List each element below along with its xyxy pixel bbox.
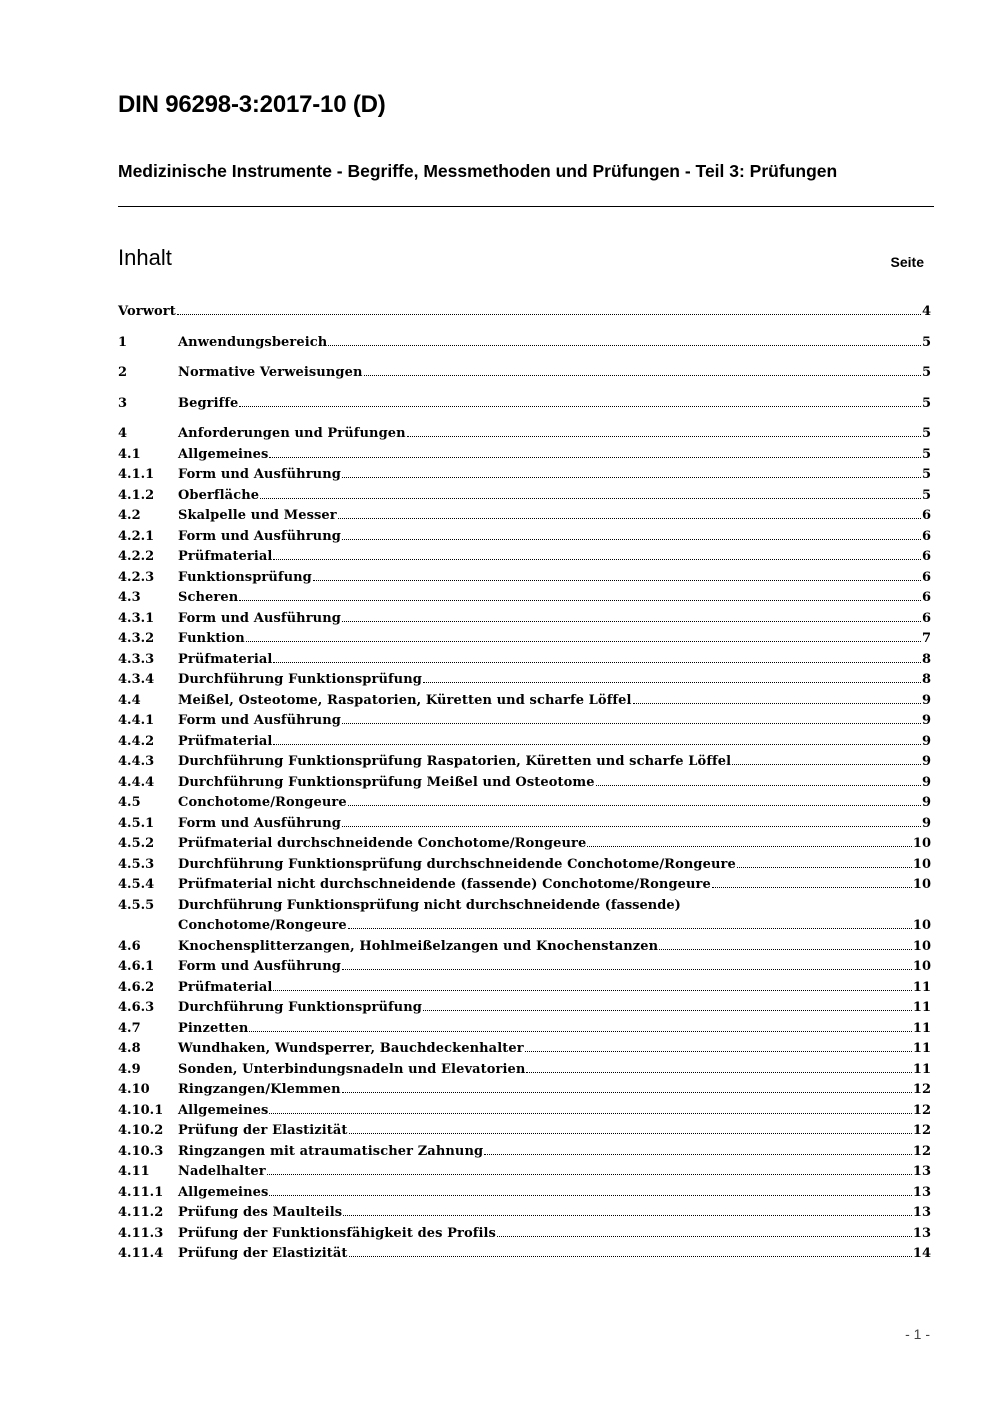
toc-entry-page: 11	[912, 1020, 931, 1036]
toc-entry-number: 4.5.2	[118, 836, 155, 851]
toc-entry[interactable]	[118, 547, 931, 568]
toc-entry-number: 4.2	[118, 508, 141, 523]
toc-entry-title: Anwendungsbereich	[178, 334, 328, 350]
toc-dot-leader	[737, 856, 912, 868]
toc-entry-number: 4.6.3	[118, 1000, 155, 1015]
toc-entry-title: Funktion	[178, 631, 245, 646]
toc-entry-number: 4.5.4	[118, 877, 155, 892]
toc-dot-leader	[313, 569, 921, 581]
toc-entry-number: 4.3.2	[118, 631, 155, 646]
toc-entry[interactable]	[118, 1203, 931, 1224]
toc-dot-leader	[267, 1163, 912, 1175]
toc-entry[interactable]	[118, 527, 931, 548]
toc-entry-page: 6	[921, 508, 931, 523]
toc-dot-leader	[273, 548, 920, 560]
toc-entry-title: Durchführung Funktionsprüfung	[178, 1000, 422, 1015]
toc-heading: Inhalt	[118, 245, 172, 270]
toc-entry-page: 11	[912, 1000, 931, 1015]
toc-entry-number: 4.4	[118, 692, 141, 708]
toc-dot-leader	[484, 1143, 912, 1155]
toc-entry-page: 5	[921, 467, 931, 482]
toc-entry-page: 9	[921, 733, 931, 749]
toc-entry-number: 4.6.1	[118, 959, 155, 974]
toc-entry-page: 12	[912, 1102, 931, 1118]
toc-entry[interactable]	[118, 670, 931, 691]
toc-entry-page: 13	[912, 1225, 931, 1241]
toc-entry-number: 4.11.3	[118, 1225, 164, 1241]
toc-entry-number: 1	[118, 334, 128, 350]
toc-entry-title: Pinzetten	[178, 1020, 249, 1036]
toc-entry-page: 13	[912, 1184, 931, 1200]
toc-entry-number: 4.11.1	[118, 1184, 164, 1200]
page-number: - 1 -	[905, 1326, 930, 1342]
toc-entry-title: Form und Ausführung	[178, 815, 341, 831]
toc-entry-number: 3	[118, 395, 128, 411]
toc-entry[interactable]	[118, 875, 931, 896]
toc-entry-title: Vorwort	[118, 304, 176, 319]
toc-entry-number: 4.11.2	[118, 1205, 164, 1220]
toc-entry-number: 4.3.4	[118, 672, 155, 687]
toc-entry-title: Ringzangen/Klemmen	[178, 1082, 341, 1097]
toc-entry-page: 6	[921, 549, 931, 564]
toc-entry-title: Allgemeines	[178, 446, 269, 462]
toc-entry-title: Meißel, Osteotome, Raspatorien, Küretten und scharfe Löffel	[178, 692, 632, 708]
toc-entry-number: 4	[118, 426, 128, 441]
toc-entry[interactable]	[118, 1162, 931, 1183]
toc-entry-page: 9	[921, 754, 931, 769]
toc-dot-leader	[342, 1081, 912, 1093]
toc-entry-page: 12	[912, 1123, 931, 1138]
toc-entry[interactable]	[118, 465, 931, 486]
toc-entry-title: Normative Verweisungen	[178, 365, 363, 380]
toc-dot-leader	[423, 999, 912, 1011]
toc-entry-number: 4.10	[118, 1082, 150, 1097]
toc-dot-leader	[342, 958, 912, 970]
toc-entry-page: 13	[912, 1164, 931, 1179]
toc-dot-leader	[525, 1040, 912, 1052]
toc-entry-title: Prüfmaterial	[178, 549, 273, 564]
toc-entry-title: Scheren	[178, 590, 239, 605]
toc-dot-leader	[633, 692, 921, 704]
toc-dot-leader	[260, 487, 921, 499]
toc-dot-leader	[269, 1102, 911, 1114]
toc-dot-leader	[732, 753, 921, 765]
toc-entry-title: Funktionsprüfung	[178, 569, 312, 585]
toc-dot-leader	[497, 1225, 912, 1237]
table-of-contents	[118, 302, 931, 1265]
toc-entry-number: 4.9	[118, 1061, 141, 1077]
toc-entry[interactable]	[118, 1060, 931, 1081]
toc-entry-number: 4.4.4	[118, 774, 155, 790]
toc-entry[interactable]	[118, 1142, 931, 1163]
toc-dot-leader	[342, 466, 921, 478]
toc-entry-page: 10	[912, 877, 931, 892]
toc-entry-title: Prüfung der Elastizität	[178, 1246, 348, 1261]
toc-entry-title: Prüfung der Elastizität	[178, 1123, 348, 1138]
toc-dot-leader	[249, 1020, 911, 1032]
toc-dot-leader	[659, 938, 912, 950]
document-title: Medizinische Instrumente - Begriffe, Messmethoden und Prüfungen - Teil 3: Prüfungen	[118, 161, 838, 181]
toc-entry[interactable]	[118, 773, 931, 794]
toc-dot-leader	[246, 630, 921, 642]
toc-entry[interactable]	[118, 302, 931, 323]
toc-entry-title: Allgemeines	[178, 1184, 269, 1200]
toc-entry-page: 8	[921, 672, 931, 687]
toc-entry-page: 7	[921, 631, 931, 646]
toc-entry-number: 4.1.1	[118, 467, 155, 482]
toc-entry-page: 5	[921, 365, 931, 380]
toc-entry[interactable]	[118, 486, 931, 507]
toc-dot-leader	[342, 528, 921, 540]
toc-entry-number: 4.4.1	[118, 713, 155, 728]
toc-entry-number: 4.11.4	[118, 1246, 164, 1261]
toc-entry-number: 4.7	[118, 1020, 141, 1036]
toc-entry-page: 10	[912, 836, 931, 851]
toc-entry-number: 4.3.3	[118, 651, 155, 667]
toc-entry[interactable]	[118, 998, 931, 1019]
toc-entry[interactable]	[118, 1039, 931, 1060]
toc-dot-leader	[269, 1184, 911, 1196]
toc-dot-leader	[269, 446, 921, 458]
toc-entry-number: 4.2.2	[118, 549, 155, 564]
toc-entry-title: Prüfmaterial	[178, 651, 273, 667]
toc-entry-title: Skalpelle und Messer	[178, 508, 337, 523]
toc-entry-title: Prüfung der Funktionsfähigkeit des Profils	[178, 1225, 496, 1241]
toc-entry-number: 4.5.5	[118, 897, 155, 913]
toc-entry[interactable]	[118, 855, 931, 876]
toc-dot-leader	[423, 671, 921, 683]
toc-entry-page: 5	[921, 395, 931, 411]
toc-entry-title: Oberfläche	[178, 487, 260, 503]
toc-entry[interactable]	[118, 1121, 931, 1142]
toc-entry[interactable]	[118, 732, 931, 753]
toc-entry-title: Form und Ausführung	[178, 467, 341, 482]
toc-entry[interactable]	[118, 1244, 931, 1265]
toc-dot-leader	[273, 733, 920, 745]
toc-entry[interactable]	[118, 691, 931, 712]
toc-dot-leader	[349, 1122, 912, 1134]
toc-entry-page: 8	[921, 651, 931, 667]
toc-entry-number: 4.3	[118, 590, 141, 605]
toc-entry[interactable]	[118, 1080, 931, 1101]
toc-entry[interactable]	[118, 568, 931, 589]
toc-dot-leader	[273, 979, 911, 991]
toc-dot-leader	[342, 815, 921, 827]
toc-entry-number: 4.1.2	[118, 487, 155, 503]
toc-entry[interactable]	[118, 814, 931, 835]
toc-entry-page: 10	[912, 856, 931, 872]
toc-entry-title: Conchotome/Rongeure	[178, 795, 347, 810]
toc-dot-leader	[349, 1245, 912, 1257]
toc-entry[interactable]	[118, 957, 931, 978]
toc-page-label: Seite	[890, 254, 924, 270]
toc-entry-page: 10	[912, 938, 931, 954]
toc-dot-leader	[338, 507, 921, 519]
toc-entry-page: 6	[921, 528, 931, 544]
toc-entry-title: Durchführung Funktionsprüfung nicht durchschneidende (fassende)	[178, 897, 681, 913]
toc-entry-title: Form und Ausführung	[178, 528, 341, 544]
toc-entry-title: Form und Ausführung	[178, 610, 341, 626]
toc-entry-title: Prüfmaterial	[178, 979, 273, 995]
toc-entry[interactable]	[118, 978, 931, 999]
toc-dot-leader	[348, 917, 912, 929]
toc-entry-number: 4.5.3	[118, 856, 155, 872]
toc-entry-title: Anforderungen und Prüfungen	[178, 426, 406, 441]
toc-entry[interactable]	[118, 1101, 931, 1122]
toc-entry-page: 5	[921, 334, 931, 350]
toc-entry-title: Form und Ausführung	[178, 959, 341, 974]
toc-dot-leader	[712, 876, 912, 888]
toc-entry[interactable]	[118, 394, 931, 415]
toc-entry-title: Durchführung Funktionsprüfung	[178, 672, 422, 687]
toc-entry-page: 9	[921, 774, 931, 790]
toc-entry[interactable]	[118, 752, 931, 773]
toc-entry-page: 11	[912, 979, 931, 995]
toc-entry-page: 6	[921, 590, 931, 605]
toc-entry[interactable]	[118, 1224, 931, 1245]
toc-entry[interactable]	[118, 609, 931, 630]
toc-entry[interactable]	[118, 363, 931, 384]
toc-entry-title: Nadelhalter	[178, 1164, 266, 1179]
toc-entry-number: 4.2.1	[118, 528, 155, 544]
toc-entry-title: Durchführung Funktionsprüfung Raspatorien, Küretten und scharfe Löffel	[178, 754, 732, 769]
toc-entry[interactable]	[118, 1183, 931, 1204]
toc-entry-page: 12	[912, 1143, 931, 1159]
toc-entry-title: Prüfung des Maulteils	[178, 1205, 343, 1220]
toc-entry-title: Wundhaken, Wundsperrer, Bauchdeckenhalter	[178, 1041, 524, 1056]
toc-entry-title: Prüfmaterial durchschneidende Conchotome/Rongeure	[178, 836, 587, 851]
toc-entry-page: 9	[921, 795, 931, 810]
toc-entry-page: 5	[921, 446, 931, 462]
toc-entry-page: 13	[912, 1205, 931, 1220]
toc-dot-leader	[239, 589, 921, 601]
toc-entry-title: Prüfmaterial	[178, 733, 273, 749]
toc-entry-number: 4.3.1	[118, 610, 155, 626]
toc-entry-page: 6	[921, 610, 931, 626]
toc-entry-number: 4.4.3	[118, 754, 155, 769]
toc-entry[interactable]	[118, 1019, 931, 1040]
toc-entry-number: 4.5.1	[118, 815, 155, 831]
toc-entry-page: 11	[912, 1061, 931, 1077]
toc-entry-page: 9	[921, 815, 931, 831]
toc-entry[interactable]	[118, 629, 931, 650]
toc-dot-leader	[364, 364, 921, 376]
toc-dot-leader	[407, 425, 921, 437]
toc-entry-number: 4.1	[118, 446, 141, 462]
toc-dot-leader	[526, 1061, 911, 1073]
toc-entry[interactable]	[118, 896, 931, 937]
toc-entry[interactable]	[118, 445, 931, 466]
toc-entry-page: 10	[912, 959, 931, 974]
toc-entry-page: 5	[921, 487, 931, 503]
toc-entry-title: Form und Ausführung	[178, 713, 341, 728]
toc-entry-title: Durchführung Funktionsprüfung Meißel und Osteotome	[178, 774, 595, 790]
toc-entry[interactable]	[118, 650, 931, 671]
toc-entry-number: 4.11	[118, 1164, 150, 1179]
toc-entry-number: 4.4.2	[118, 733, 155, 749]
toc-entry-title: Sonden, Unterbindungsnadeln und Elevatorien	[178, 1061, 526, 1077]
toc-dot-leader	[343, 1204, 912, 1216]
toc-entry-title: Prüfmaterial nicht durchschneidende (fassende) Conchotome/Rongeure	[178, 877, 711, 892]
toc-entry[interactable]	[118, 937, 931, 958]
toc-entry[interactable]	[118, 588, 931, 609]
toc-entry-page: 4	[921, 304, 931, 319]
toc-entry-page: 9	[921, 692, 931, 708]
toc-dot-leader	[239, 395, 921, 407]
toc-entry-page: 10	[912, 918, 931, 933]
toc-entry[interactable]	[118, 711, 931, 732]
toc-dot-leader	[177, 303, 921, 315]
toc-entry[interactable]	[118, 333, 931, 354]
toc-entry[interactable]	[118, 793, 931, 814]
toc-entry-number: 4.10.3	[118, 1143, 164, 1159]
toc-entry[interactable]	[118, 834, 931, 855]
toc-entry-number: 4.2.3	[118, 569, 155, 585]
toc-dot-leader	[348, 794, 921, 806]
toc-entry-title: Allgemeines	[178, 1102, 269, 1118]
toc-entry-title-continued: Conchotome/Rongeure	[178, 918, 347, 933]
toc-dot-leader	[342, 712, 921, 724]
toc-entry-page: 14	[912, 1246, 931, 1261]
toc-entry-page: 6	[921, 569, 931, 585]
toc-entry-title: Ringzangen mit atraumatischer Zahnung	[178, 1143, 484, 1159]
toc-entry-page: 12	[912, 1082, 931, 1097]
toc-entry-title: Begriffe	[178, 395, 239, 411]
document-id: DIN 96298-3:2017-10 (D)	[118, 91, 386, 118]
toc-entry-page: 11	[912, 1041, 931, 1056]
toc-dot-leader	[596, 774, 921, 786]
toc-dot-leader	[342, 610, 921, 622]
toc-entry-number: 4.6	[118, 938, 141, 954]
title-divider	[118, 206, 934, 207]
toc-dot-leader	[273, 651, 920, 663]
toc-entry-title: Durchführung Funktionsprüfung durchschneidende Conchotome/Rongeure	[178, 856, 736, 872]
toc-entry-number: 2	[118, 365, 128, 380]
toc-entry-page: 9	[921, 713, 931, 728]
toc-dot-leader	[328, 334, 921, 346]
toc-entry-page: 5	[921, 426, 931, 441]
toc-entry-number: 4.6.2	[118, 979, 155, 995]
toc-dot-leader	[587, 835, 912, 847]
toc-entry[interactable]	[118, 506, 931, 527]
toc-entry-number: 4.5	[118, 795, 141, 810]
toc-entry[interactable]	[118, 424, 931, 445]
toc-entry-title: Knochensplitterzangen, Hohlmeißelzangen und Knochenstanzen	[178, 938, 659, 954]
toc-entry-number: 4.8	[118, 1041, 141, 1056]
toc-entry-number: 4.10.1	[118, 1102, 164, 1118]
toc-entry-number: 4.10.2	[118, 1123, 164, 1138]
